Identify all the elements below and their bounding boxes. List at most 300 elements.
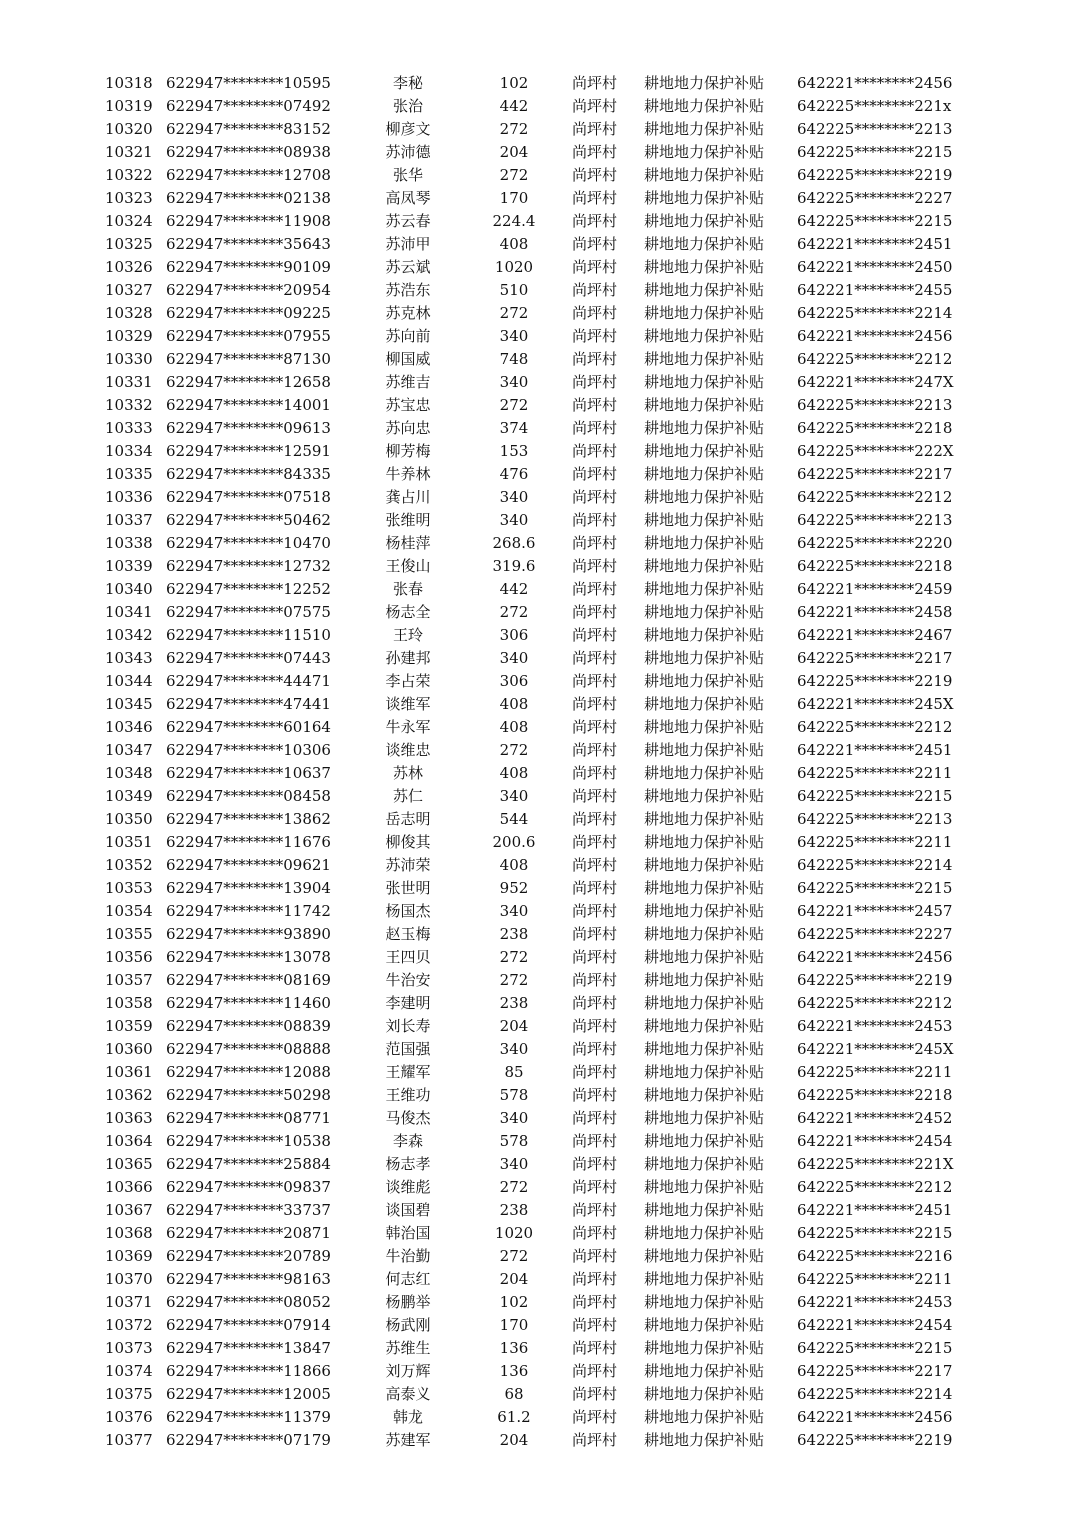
subsidy-type: 耕地地力保护补贴 — [644, 327, 765, 345]
recipient-name: 李占荣 — [385, 672, 431, 690]
subsidy-amount: 61.2 — [497, 1408, 531, 1426]
bank-account: 622947********07518 — [166, 488, 331, 506]
table-row — [0, 923, 1074, 946]
village-name: 尚坪村 — [572, 419, 618, 437]
village-name: 尚坪村 — [572, 189, 618, 207]
id-number: 642225********2212 — [797, 994, 953, 1012]
village-name: 尚坪村 — [572, 603, 618, 621]
village-name: 尚坪村 — [572, 166, 618, 184]
table-row — [0, 463, 1074, 486]
village-name: 尚坪村 — [572, 74, 618, 92]
bank-account: 622947********08888 — [166, 1040, 331, 1058]
recipient-name: 李秘 — [392, 74, 423, 92]
serial-number: 10318 — [105, 74, 153, 92]
table-row — [0, 256, 1074, 279]
table-row — [0, 440, 1074, 463]
subsidy-type: 耕地地力保护补贴 — [644, 649, 765, 667]
bank-account: 622947********20871 — [166, 1224, 331, 1242]
table-row — [0, 1038, 1074, 1061]
village-name: 尚坪村 — [572, 1316, 618, 1334]
subsidy-amount: 272 — [499, 948, 529, 966]
id-number: 642225********2212 — [797, 1178, 953, 1196]
table-row — [0, 670, 1074, 693]
bank-account: 622947********11510 — [166, 626, 331, 644]
subsidy-amount: 748 — [499, 350, 529, 368]
id-number: 642221********2452 — [797, 1109, 953, 1127]
serial-number: 10332 — [105, 396, 153, 414]
serial-number: 10362 — [105, 1086, 153, 1104]
id-number: 642225********2213 — [797, 511, 953, 529]
subsidy-amount: 85 — [504, 1063, 524, 1081]
subsidy-type: 耕地地力保护补贴 — [644, 764, 765, 782]
bank-account: 622947********07575 — [166, 603, 331, 621]
subsidy-type: 耕地地力保护补贴 — [644, 902, 765, 920]
table-row — [0, 831, 1074, 854]
village-name: 尚坪村 — [572, 350, 618, 368]
recipient-name: 苏向前 — [385, 327, 431, 345]
subsidy-type: 耕地地力保护补贴 — [644, 948, 765, 966]
bank-account: 622947********12708 — [166, 166, 331, 184]
recipient-name: 苏维吉 — [385, 373, 431, 391]
bank-account: 622947********10306 — [166, 741, 331, 759]
village-name: 尚坪村 — [572, 143, 618, 161]
subsidy-type: 耕地地力保护补贴 — [644, 1178, 765, 1196]
village-name: 尚坪村 — [572, 626, 618, 644]
id-number: 642225********2212 — [797, 718, 953, 736]
subsidy-amount: 204 — [499, 1431, 529, 1449]
village-name: 尚坪村 — [572, 695, 618, 713]
subsidy-type: 耕地地力保护补贴 — [644, 971, 765, 989]
subsidy-amount: 319.6 — [492, 557, 536, 575]
subsidy-amount: 268.6 — [492, 534, 536, 552]
village-name: 尚坪村 — [572, 373, 618, 391]
id-number: 642221********2451 — [797, 1201, 953, 1219]
serial-number: 10365 — [105, 1155, 153, 1173]
bank-account: 622947********12088 — [166, 1063, 331, 1081]
recipient-name: 苏仁 — [392, 787, 423, 805]
village-name: 尚坪村 — [572, 810, 618, 828]
table-row — [0, 118, 1074, 141]
subsidy-amount: 340 — [499, 327, 529, 345]
table-row — [0, 279, 1074, 302]
village-name: 尚坪村 — [572, 672, 618, 690]
table-row — [0, 1429, 1074, 1452]
village-name: 尚坪村 — [572, 327, 618, 345]
subsidy-type: 耕地地力保护补贴 — [644, 787, 765, 805]
id-number: 642225********2215 — [797, 143, 953, 161]
bank-account: 622947********07914 — [166, 1316, 331, 1334]
recipient-name: 苏云春 — [385, 212, 431, 230]
serial-number: 10352 — [105, 856, 153, 874]
id-number: 642225********2218 — [797, 557, 953, 575]
village-name: 尚坪村 — [572, 281, 618, 299]
recipient-name: 杨武刚 — [385, 1316, 431, 1334]
table-row — [0, 716, 1074, 739]
village-name: 尚坪村 — [572, 1155, 618, 1173]
recipient-name: 苏沛德 — [385, 143, 431, 161]
subsidy-amount: 170 — [499, 189, 529, 207]
village-name: 尚坪村 — [572, 1086, 618, 1104]
recipient-name: 杨国杰 — [385, 902, 431, 920]
serial-number: 10335 — [105, 465, 153, 483]
subsidy-type: 耕地地力保护补贴 — [644, 1293, 765, 1311]
bank-account: 622947********08458 — [166, 787, 331, 805]
id-number: 642221********2456 — [797, 327, 953, 345]
serial-number: 10351 — [105, 833, 153, 851]
subsidy-amount: 170 — [499, 1316, 529, 1334]
table-row — [0, 1199, 1074, 1222]
serial-number: 10368 — [105, 1224, 153, 1242]
table-row — [0, 969, 1074, 992]
serial-number: 10377 — [105, 1431, 153, 1449]
subsidy-type: 耕地地力保护补贴 — [644, 534, 765, 552]
bank-account: 622947********02138 — [166, 189, 331, 207]
subsidy-type: 耕地地力保护补贴 — [644, 166, 765, 184]
subsidy-amount: 272 — [499, 304, 529, 322]
subsidy-type: 耕地地力保护补贴 — [644, 833, 765, 851]
id-number: 642225********2215 — [797, 1339, 953, 1357]
table-row — [0, 1015, 1074, 1038]
subsidy-type: 耕地地力保护补贴 — [644, 1063, 765, 1081]
village-name: 尚坪村 — [572, 488, 618, 506]
recipient-name: 王俊山 — [385, 557, 431, 575]
recipient-name: 谈维军 — [385, 695, 431, 713]
serial-number: 10327 — [105, 281, 153, 299]
subsidy-type: 耕地地力保护补贴 — [644, 1270, 765, 1288]
serial-number: 10353 — [105, 879, 153, 897]
recipient-name: 韩龙 — [392, 1408, 423, 1426]
village-name: 尚坪村 — [572, 1270, 618, 1288]
id-number: 642225********2214 — [797, 304, 953, 322]
id-number: 642225********2214 — [797, 856, 953, 874]
recipient-name: 谈维彪 — [385, 1178, 431, 1196]
subsidy-type: 耕地地力保护补贴 — [644, 810, 765, 828]
village-name: 尚坪村 — [572, 787, 618, 805]
subsidy-amount: 952 — [499, 879, 529, 897]
subsidy-amount: 306 — [499, 672, 529, 690]
bank-account: 622947********07492 — [166, 97, 331, 115]
subsidy-amount: 442 — [499, 97, 529, 115]
id-number: 642225********2212 — [797, 350, 953, 368]
id-number: 642225********2227 — [797, 189, 953, 207]
bank-account: 622947********98163 — [166, 1270, 331, 1288]
id-number: 642225********2211 — [797, 1063, 953, 1081]
subsidy-amount: 340 — [499, 1109, 529, 1127]
table-row — [0, 371, 1074, 394]
id-number: 642225********2214 — [797, 1385, 953, 1403]
bank-account: 622947********84335 — [166, 465, 331, 483]
table-row — [0, 1406, 1074, 1429]
serial-number: 10370 — [105, 1270, 153, 1288]
recipient-name: 高凤琴 — [385, 189, 431, 207]
serial-number: 10354 — [105, 902, 153, 920]
bank-account: 622947********10637 — [166, 764, 331, 782]
serial-number: 10346 — [105, 718, 153, 736]
subsidy-type: 耕地地力保护补贴 — [644, 603, 765, 621]
subsidy-type: 耕地地力保护补贴 — [644, 1362, 765, 1380]
village-name: 尚坪村 — [572, 212, 618, 230]
recipient-name: 苏向忠 — [385, 419, 431, 437]
id-number: 642221********2451 — [797, 741, 953, 759]
subsidy-type: 耕地地力保护补贴 — [644, 212, 765, 230]
serial-number: 10358 — [105, 994, 153, 1012]
recipient-name: 孙建邦 — [385, 649, 431, 667]
id-number: 642221********2450 — [797, 258, 953, 276]
bank-account: 622947********90109 — [166, 258, 331, 276]
table-row — [0, 555, 1074, 578]
bank-account: 622947********07179 — [166, 1431, 331, 1449]
table-row — [0, 601, 1074, 624]
recipient-name: 杨志孝 — [385, 1155, 431, 1173]
table-row — [0, 1268, 1074, 1291]
id-number: 642225********222X — [797, 442, 954, 460]
table-row — [0, 808, 1074, 831]
serial-number: 10337 — [105, 511, 153, 529]
serial-number: 10340 — [105, 580, 153, 598]
recipient-name: 苏沛甲 — [385, 235, 431, 253]
recipient-name: 杨鹏举 — [385, 1293, 431, 1311]
subsidy-type: 耕地地力保护补贴 — [644, 488, 765, 506]
village-name: 尚坪村 — [572, 396, 618, 414]
serial-number: 10360 — [105, 1040, 153, 1058]
serial-number: 10342 — [105, 626, 153, 644]
subsidy-amount: 68 — [504, 1385, 524, 1403]
bank-account: 622947********47441 — [166, 695, 331, 713]
recipient-name: 刘万辉 — [385, 1362, 431, 1380]
id-number: 642225********2227 — [797, 925, 953, 943]
serial-number: 10363 — [105, 1109, 153, 1127]
subsidy-amount: 153 — [499, 442, 529, 460]
subsidy-amount: 408 — [499, 718, 529, 736]
id-number: 642225********221x — [797, 97, 952, 115]
serial-number: 10345 — [105, 695, 153, 713]
subsidy-amount: 272 — [499, 166, 529, 184]
table-row — [0, 532, 1074, 555]
village-name: 尚坪村 — [572, 465, 618, 483]
serial-number: 10323 — [105, 189, 153, 207]
table-row — [0, 647, 1074, 670]
subsidy-amount: 272 — [499, 1247, 529, 1265]
subsidy-type: 耕地地力保护补贴 — [644, 741, 765, 759]
bank-account: 622947********87130 — [166, 350, 331, 368]
village-name: 尚坪村 — [572, 97, 618, 115]
subsidy-type: 耕地地力保护补贴 — [644, 281, 765, 299]
table-row — [0, 578, 1074, 601]
subsidy-amount: 510 — [499, 281, 529, 299]
bank-account: 622947********11676 — [166, 833, 331, 851]
serial-number: 10357 — [105, 971, 153, 989]
bank-account: 622947********33737 — [166, 1201, 331, 1219]
serial-number: 10374 — [105, 1362, 153, 1380]
subsidy-type: 耕地地力保护补贴 — [644, 97, 765, 115]
subsidy-type: 耕地地力保护补贴 — [644, 74, 765, 92]
recipient-name: 苏维生 — [385, 1339, 431, 1357]
subsidy-type: 耕地地力保护补贴 — [644, 419, 765, 437]
subsidy-amount: 272 — [499, 603, 529, 621]
subsidy-type: 耕地地力保护补贴 — [644, 143, 765, 161]
recipient-name: 岳志明 — [385, 810, 431, 828]
recipient-name: 王四贝 — [385, 948, 431, 966]
id-number: 642221********2454 — [797, 1132, 953, 1150]
subsidy-amount: 340 — [499, 902, 529, 920]
subsidy-type: 耕地地力保护补贴 — [644, 1155, 765, 1173]
subsidy-amount: 200.6 — [492, 833, 536, 851]
subsidy-type: 耕地地力保护补贴 — [644, 465, 765, 483]
bank-account: 622947********12732 — [166, 557, 331, 575]
serial-number: 10325 — [105, 235, 153, 253]
id-number: 642225********2211 — [797, 833, 953, 851]
subsidy-type: 耕地地力保护补贴 — [644, 1408, 765, 1426]
bank-account: 622947********44471 — [166, 672, 331, 690]
id-number: 642225********2211 — [797, 764, 953, 782]
bank-account: 622947********07955 — [166, 327, 331, 345]
bank-account: 622947********10595 — [166, 74, 331, 92]
table-row — [0, 1314, 1074, 1337]
id-number: 642221********2458 — [797, 603, 953, 621]
village-name: 尚坪村 — [572, 925, 618, 943]
serial-number: 10334 — [105, 442, 153, 460]
table-row — [0, 1061, 1074, 1084]
recipient-name: 王耀军 — [385, 1063, 431, 1081]
subsidy-table — [0, 72, 1074, 1452]
subsidy-type: 耕地地力保护补贴 — [644, 1109, 765, 1127]
bank-account: 622947********08938 — [166, 143, 331, 161]
table-row — [0, 394, 1074, 417]
serial-number: 10356 — [105, 948, 153, 966]
table-row — [0, 1084, 1074, 1107]
recipient-name: 赵玉梅 — [385, 925, 431, 943]
village-name: 尚坪村 — [572, 1385, 618, 1403]
recipient-name: 柳芳梅 — [385, 442, 431, 460]
subsidy-type: 耕地地力保护补贴 — [644, 1040, 765, 1058]
bank-account: 622947********09613 — [166, 419, 331, 437]
serial-number: 10328 — [105, 304, 153, 322]
village-name: 尚坪村 — [572, 833, 618, 851]
bank-account: 622947********08169 — [166, 971, 331, 989]
id-number: 642225********2215 — [797, 787, 953, 805]
village-name: 尚坪村 — [572, 764, 618, 782]
bank-account: 622947********60164 — [166, 718, 331, 736]
table-row — [0, 762, 1074, 785]
serial-number: 10355 — [105, 925, 153, 943]
subsidy-type: 耕地地力保护补贴 — [644, 396, 765, 414]
subsidy-type: 耕地地力保护补贴 — [644, 1431, 765, 1449]
table-row — [0, 1153, 1074, 1176]
recipient-name: 苏克林 — [385, 304, 431, 322]
table-row — [0, 1176, 1074, 1199]
serial-number: 10347 — [105, 741, 153, 759]
bank-account: 622947********07443 — [166, 649, 331, 667]
village-name: 尚坪村 — [572, 1362, 618, 1380]
table-row — [0, 1383, 1074, 1406]
recipient-name: 何志红 — [385, 1270, 431, 1288]
recipient-name: 柳彦文 — [385, 120, 431, 138]
table-row — [0, 1337, 1074, 1360]
village-name: 尚坪村 — [572, 1063, 618, 1081]
id-number: 642221********245X — [797, 1040, 954, 1058]
id-number: 642221********2451 — [797, 235, 953, 253]
subsidy-amount: 238 — [499, 925, 529, 943]
serial-number: 10322 — [105, 166, 153, 184]
serial-number: 10339 — [105, 557, 153, 575]
bank-account: 622947********08839 — [166, 1017, 331, 1035]
serial-number: 10319 — [105, 97, 153, 115]
subsidy-amount: 578 — [499, 1132, 529, 1150]
serial-number: 10361 — [105, 1063, 153, 1081]
id-number: 642225********2218 — [797, 419, 953, 437]
recipient-name: 柳国威 — [385, 350, 431, 368]
id-number: 642221********247X — [797, 373, 954, 391]
serial-number: 10344 — [105, 672, 153, 690]
recipient-name: 苏建军 — [385, 1431, 431, 1449]
serial-number: 10375 — [105, 1385, 153, 1403]
recipient-name: 张治 — [392, 97, 423, 115]
subsidy-type: 耕地地力保护补贴 — [644, 672, 765, 690]
subsidy-type: 耕地地力保护补贴 — [644, 1201, 765, 1219]
serial-number: 10330 — [105, 350, 153, 368]
subsidy-amount: 136 — [499, 1362, 529, 1380]
subsidy-type: 耕地地力保护补贴 — [644, 1224, 765, 1242]
subsidy-amount: 374 — [499, 419, 529, 437]
id-number: 642221********2453 — [797, 1293, 953, 1311]
subsidy-amount: 408 — [499, 856, 529, 874]
subsidy-amount: 340 — [499, 511, 529, 529]
subsidy-type: 耕地地力保护补贴 — [644, 235, 765, 253]
serial-number: 10324 — [105, 212, 153, 230]
bank-account: 622947********12658 — [166, 373, 331, 391]
serial-number: 10331 — [105, 373, 153, 391]
table-row — [0, 72, 1074, 95]
id-number: 642225********2213 — [797, 120, 953, 138]
id-number: 642225********2215 — [797, 1224, 953, 1242]
recipient-name: 苏沛荣 — [385, 856, 431, 874]
serial-number: 10320 — [105, 120, 153, 138]
table-row — [0, 210, 1074, 233]
village-name: 尚坪村 — [572, 741, 618, 759]
village-name: 尚坪村 — [572, 649, 618, 667]
village-name: 尚坪村 — [572, 971, 618, 989]
serial-number: 10321 — [105, 143, 153, 161]
id-number: 642225********2217 — [797, 649, 953, 667]
recipient-name: 谈国碧 — [385, 1201, 431, 1219]
village-name: 尚坪村 — [572, 1408, 618, 1426]
subsidy-type: 耕地地力保护补贴 — [644, 189, 765, 207]
serial-number: 10366 — [105, 1178, 153, 1196]
id-number: 642225********2217 — [797, 1362, 953, 1380]
village-name: 尚坪村 — [572, 902, 618, 920]
id-number: 642221********2456 — [797, 74, 953, 92]
bank-account: 622947********20954 — [166, 281, 331, 299]
table-row — [0, 1245, 1074, 1268]
recipient-name: 苏云斌 — [385, 258, 431, 276]
subsidy-amount: 204 — [499, 143, 529, 161]
subsidy-type: 耕地地力保护补贴 — [644, 1017, 765, 1035]
recipient-name: 张春 — [392, 580, 423, 598]
table-row — [0, 164, 1074, 187]
serial-number: 10349 — [105, 787, 153, 805]
id-number: 642225********2219 — [797, 672, 953, 690]
village-name: 尚坪村 — [572, 235, 618, 253]
subsidy-amount: 408 — [499, 235, 529, 253]
recipient-name: 牛永军 — [385, 718, 431, 736]
bank-account: 622947********12252 — [166, 580, 331, 598]
recipient-name: 张华 — [392, 166, 423, 184]
id-number: 642221********245X — [797, 695, 954, 713]
id-number: 642221********2457 — [797, 902, 953, 920]
subsidy-amount: 1020 — [494, 1224, 534, 1242]
serial-number: 10372 — [105, 1316, 153, 1334]
table-row — [0, 486, 1074, 509]
